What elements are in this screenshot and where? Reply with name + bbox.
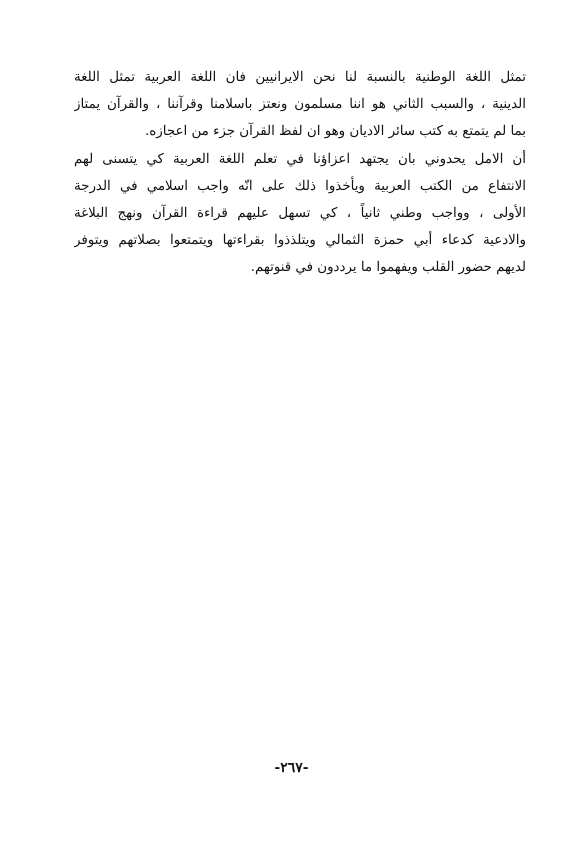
paragraph-line: أن الامل يحدوني بان يجتهد اعزاؤنا في تعلم اللغة العربية كي يتسنى لهم bbox=[74, 151, 526, 167]
paragraph-line: الدينية ، والسبب الثاني هو اننا مسلمون ونعتز باسلامنا وقرآننا ، والقرآن يمتاز bbox=[74, 97, 526, 113]
paragraph-line: الانتفاع من الكتب العربية ويأخذوا ذلك على انّه واجب اسلامي في الدرجة bbox=[74, 178, 526, 194]
paragraph-line: الأولى ، وواجب وطني ثانياً ، كي تسهل عليهم قراءة القرآن ونهج البلاغة bbox=[74, 205, 526, 221]
paragraph-1 bbox=[74, 64, 526, 146]
paragraph-line: لديهم حضور القلب ويفهموا ما يرددون في قنوتهم. bbox=[250, 260, 526, 276]
page-number: -٢٦٧- bbox=[274, 760, 309, 776]
paragraph-line: تمثل اللغة الوطنية بالنسبة لنا نحن الايرانيين فان اللغة العربية تمثل اللغة bbox=[74, 70, 526, 85]
paragraph-2 bbox=[74, 146, 526, 282]
paragraph-line: والادعية كدعاء أبي حمزة الثمالي ويتلذذوا بقراءتها ويتمتعوا بصلاتهم ويتوفر bbox=[74, 233, 526, 249]
paragraph-line: بما لم يتمتع به كتب سائر الاديان وهو ان لفظ القرآن جزء من اعجازه. bbox=[145, 124, 526, 140]
body-text bbox=[74, 64, 526, 282]
